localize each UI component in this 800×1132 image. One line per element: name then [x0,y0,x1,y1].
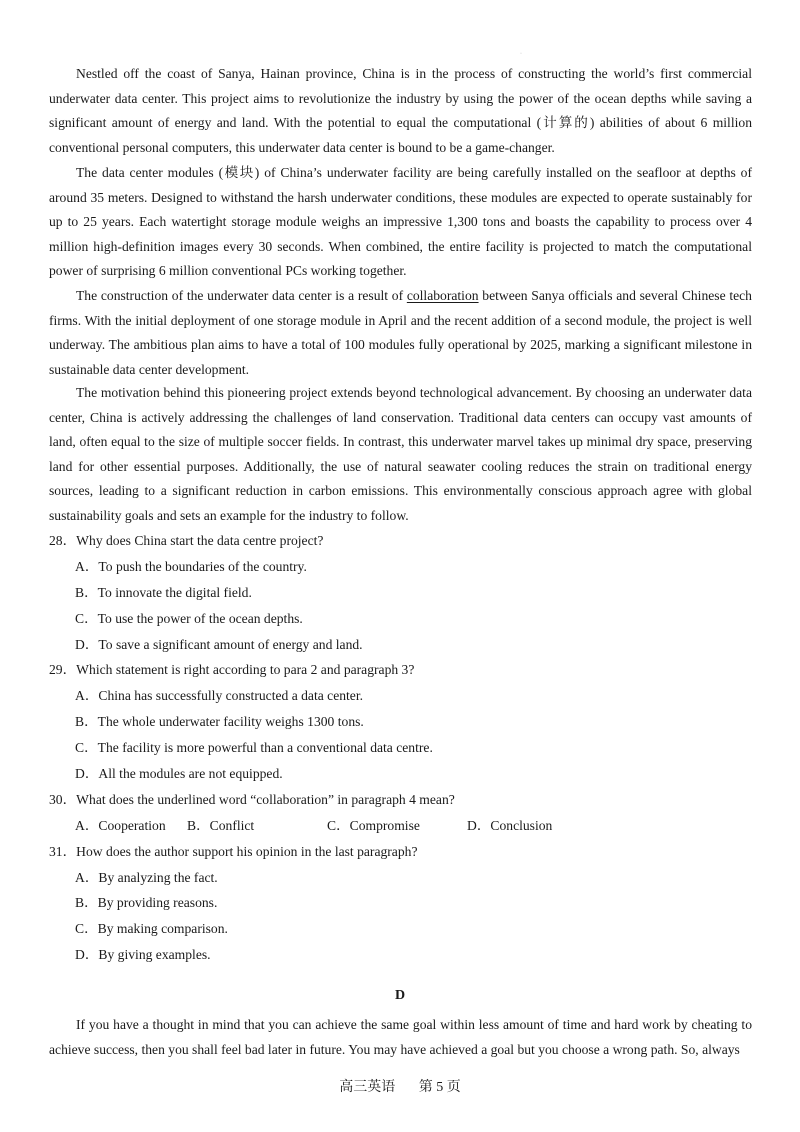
question-29-option-a: A．China has successfully constructed a data center. [75,688,364,703]
question-30-option-a: A．Cooperation [75,818,166,833]
section-d-paragraph-1: If you have a thought in mind that you can achieve the same goal within less amount of time and hard work by cheating to achieve success, then you shall feel bad later in future. You may have achieved a goal but you choose a wrong path. So, always [49,1017,752,1057]
question-30-option-b: B．Conflict [187,818,255,833]
passage-paragraph-1: Nestled off the coast of Sanya, Hainan province, China is in the process of constructing the world’s first commercial underwater data center. This project aims to revolutionize the industry by using the power of the ocean depths while saving a significant amount of energy and land. With the potential to equal the computational (计算的) abilities of about 6 million conventional personal computers, this underwater data center is bound to be a game-changer. [49,66,752,155]
question-28-option-c: C．To use the power of the ocean depths. [75,611,303,626]
page-footer [0,1076,800,1096]
question-29-option-b: B．The whole underwater facility weighs 1300 tons. [75,714,364,729]
question-29-option-d: D．All the modules are not equipped. [75,766,283,781]
question-28-option-d: D．To save a significant amount of energy and land. [75,637,363,652]
underlined-word-collaboration: collaboration [406,288,479,303]
paragraph-3-text-before: The construction of the underwater data center is a result of [76,288,407,303]
footer-page-number: 第 5 页 [418,1080,461,1095]
question-31-stem: 31．How does the author support his opinion in the last paragraph? [49,844,418,859]
section-d-heading: D [394,988,406,1003]
paragraph-3-text-after: between Sanya officials and several Chinese tech firms. With the initial deployment of one storage module in April and the recent addition of a second module, the project is well underway. The ambitious plan aims to have a total of 100 modules fully operational by 2025, marking a significant milestone in sustainable data center development. [49,288,752,377]
question-29-option-c: C．The facility is more powerful than a conventional data centre. [75,740,433,755]
scan-dot: · [520,51,522,57]
footer-subject: 高三英语 [339,1080,396,1095]
question-28-stem: 28．Why does China start the data centre project? [49,533,324,548]
question-30-option-d: D．Conclusion [467,818,553,833]
question-30-option-c: C．Compromise [327,818,420,833]
passage-paragraph-2: The data center modules (模块) of China’s underwater facility are being carefully installed on the seafloor at depths of around 35 meters. Designed to withstand the harsh underwater conditions, these modules are expected to operate sustainably for up to 25 years. Each watertight storage module weighs an impressive 1,300 tons and boasts the capability to process over 4 million high-definition images every 30 seconds. When combined, the entire facility is projected to match the computational power of surprising 6 million conventional PCs working together. [49,165,752,279]
question-31-option-a: A．By analyzing the fact. [75,870,218,885]
passage-paragraph-4: The motivation behind this pioneering project extends beyond technological advancement. By choosing an underwater data center, China is actively addressing the challenges of land conservation. Traditional data centers can occupy vast amounts of land, often equal to the size of multiple soccer fields. In contrast, this underwater marvel takes up minimal dry space, preserving land for other essential purposes. Additionally, the use of natural seawater cooling reduces the strain on traditional energy sources, leading to a significant reduction in carbon emissions. This environmentally conscious approach agree with global sustainability goals and sets an example for the industry to follow. [49,385,752,523]
question-31-option-c: C．By making comparison. [75,921,228,936]
passage-paragraph-3 [49,284,752,382]
question-30-stem: 30．What does the underlined word “collaboration” in paragraph 4 mean? [49,792,455,807]
question-31-option-d: D．By giving examples. [75,947,211,962]
question-29-stem: 29．Which statement is right according to para 2 and paragraph 3? [49,662,415,677]
question-28-option-a: A．To push the boundaries of the country. [75,559,307,574]
question-28-option-b: B．To innovate the digital field. [75,585,252,600]
question-31-option-b: B．By providing reasons. [75,895,218,910]
